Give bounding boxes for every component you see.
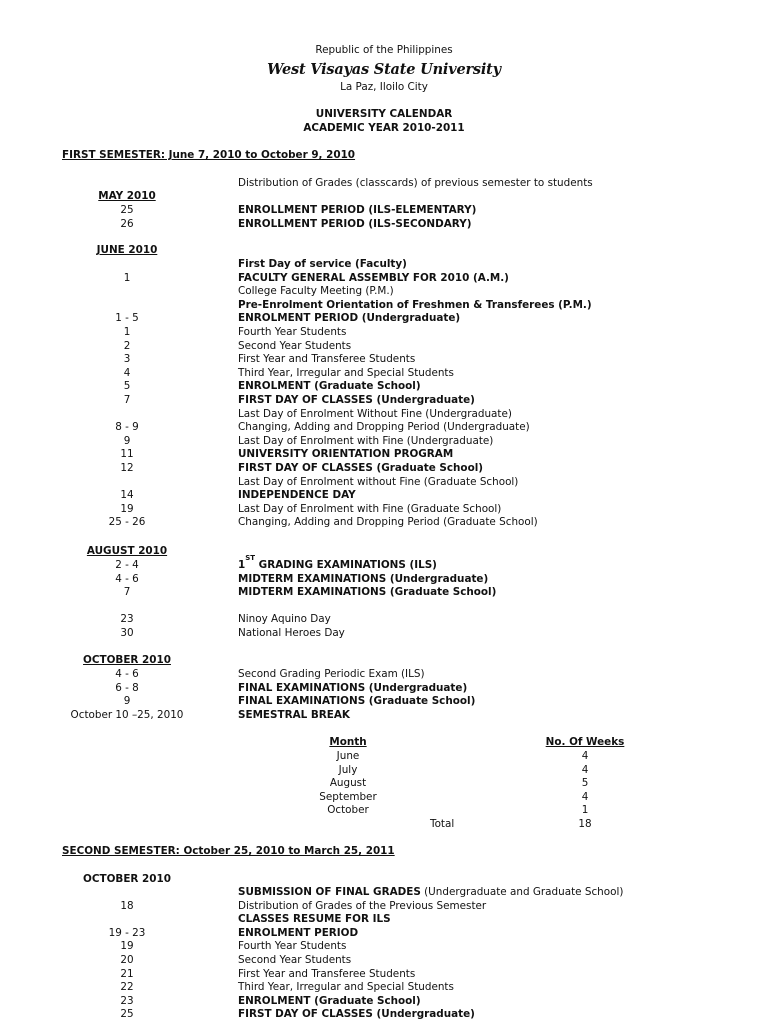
event-text: FINAL EXAMINATIONS (Graduate School) [238, 695, 476, 707]
calendar-event-row [0, 476, 768, 490]
event-date: 5 [123, 380, 131, 392]
event-date: 25 - 26 [108, 516, 146, 528]
event-text: First Day of service (Faculty) [238, 258, 407, 270]
event-description [238, 927, 358, 941]
weeks-table-row [0, 777, 768, 791]
calendar-event-row [0, 954, 768, 968]
weeks-header-row [0, 736, 768, 750]
event-text: Last Day of Enrolment with Fine (Undergraduate) [238, 435, 494, 447]
event-text: FIRST DAY OF CLASSES (Undergraduate) [238, 394, 475, 406]
event-description [238, 476, 518, 490]
event-text: Second Year Students [238, 954, 352, 966]
calendar-event-row [0, 968, 768, 982]
academic-year: ACADEMIC YEAR 2010-2011 [303, 122, 465, 134]
event-date: 4 - 6 [115, 573, 139, 585]
event-date: 19 [120, 940, 134, 952]
event-description [238, 204, 476, 218]
weeks-count: 1 [581, 804, 589, 816]
event-text: Last Day of Enrolment without Fine (Graduate School) [238, 476, 519, 488]
calendar-event-row [0, 613, 768, 627]
event-description [238, 408, 512, 422]
calendar-event-row [0, 272, 768, 286]
weeks-count-header: No. Of Weeks [545, 736, 625, 748]
calendar-event-row [0, 709, 768, 723]
event-description [238, 682, 467, 696]
event-date: 23 [120, 995, 134, 1007]
calendar-event-row [0, 421, 768, 435]
calendar-event-row [0, 981, 768, 995]
weeks-total-row [0, 818, 768, 832]
event-description [238, 394, 475, 408]
weeks-total-label: Total [430, 818, 455, 830]
event-date: 14 [120, 489, 134, 501]
event-date: 20 [120, 954, 134, 966]
calendar-event-row [0, 940, 768, 954]
event-description [238, 312, 460, 326]
event-date: 23 [120, 613, 134, 625]
calendar-event-row [0, 886, 768, 900]
month-october-2010: OCTOBER 2010 [83, 654, 171, 666]
weeks-month: July [338, 764, 358, 776]
event-description [238, 954, 351, 968]
event-description [238, 554, 437, 573]
calendar-event-row [0, 218, 768, 232]
event-date: 25 [120, 204, 134, 216]
event-description [238, 1008, 475, 1022]
event-description [238, 913, 391, 927]
calendar-event-row [0, 408, 768, 422]
event-description [238, 886, 623, 900]
event-description [238, 367, 454, 381]
event-description [238, 627, 345, 641]
event-description [238, 573, 488, 587]
event-text: ENROLLMENT PERIOD (ILS-SECONDARY) [238, 218, 472, 230]
calendar-event-row [0, 340, 768, 354]
event-date: 1 [123, 326, 131, 338]
calendar-event-row [0, 1008, 768, 1022]
intro-text: Distribution of Grades (classcards) of previous semester to students [238, 177, 593, 189]
event-date: 18 [120, 900, 134, 912]
event-text: National Heroes Day [238, 627, 345, 639]
event-description [238, 218, 472, 232]
calendar-event-row [0, 380, 768, 394]
event-description [238, 995, 421, 1009]
weeks-count: 5 [581, 777, 589, 789]
calendar-event-row [0, 448, 768, 462]
calendar-event-row [0, 927, 768, 941]
event-text: Third Year, Irregular and Special Students [238, 367, 454, 379]
event-date: 30 [120, 627, 134, 639]
calendar-event-row [0, 682, 768, 696]
month-october-2010-second: OCTOBER 2010 [83, 873, 171, 885]
event-date: 7 [123, 586, 131, 598]
event-description [238, 516, 538, 530]
event-description [238, 489, 356, 503]
event-date: 2 [123, 340, 131, 352]
event-description [238, 462, 483, 476]
event-text: SUBMISSION OF FINAL GRADES [238, 886, 421, 898]
event-date: 2 - 4 [115, 559, 139, 571]
event-description [238, 981, 454, 995]
weeks-total-value: 18 [578, 818, 592, 830]
calendar-event-row [0, 312, 768, 326]
weeks-count: 4 [581, 750, 589, 762]
event-date: 19 - 23 [108, 927, 146, 939]
event-description [238, 285, 394, 299]
event-description [238, 340, 351, 354]
event-description [238, 435, 493, 449]
event-description [238, 380, 421, 394]
weeks-month-header: Month [329, 736, 367, 748]
event-description [238, 299, 592, 313]
calendar-event-row [0, 995, 768, 1009]
event-text: Last Day of Enrolment Without Fine (Undergraduate) [238, 408, 512, 420]
event-description [238, 258, 407, 272]
event-date: 26 [120, 218, 134, 230]
calendar-event-row [0, 668, 768, 682]
calendar-event-row [0, 627, 768, 641]
calendar-event-row [0, 353, 768, 367]
event-text: SEMESTRAL BREAK [238, 709, 350, 721]
event-date: 8 - 9 [115, 421, 139, 433]
event-date: 19 [120, 503, 134, 515]
event-text: ENROLMENT (Graduate School) [238, 380, 421, 392]
intro-row [0, 177, 768, 191]
event-description [238, 272, 509, 286]
event-description [238, 968, 415, 982]
event-description [238, 448, 453, 462]
event-text: INDEPENDENCE DAY [238, 489, 356, 501]
event-date: 9 [123, 435, 131, 447]
event-text: UNIVERSITY ORIENTATION PROGRAM [238, 448, 454, 460]
republic-line: Republic of the Philippines [315, 44, 453, 56]
event-text: Changing, Adding and Dropping Period (Graduate School) [238, 516, 538, 528]
event-date: 25 [120, 1008, 134, 1020]
location-line: La Paz, Iloilo City [340, 81, 428, 93]
weeks-month: October [327, 804, 369, 816]
second-semester-title: SECOND SEMESTER: October 25, 2010 to March 25, 2011 [62, 845, 395, 857]
weeks-table-row [0, 791, 768, 805]
event-description [238, 503, 501, 517]
event-text: Pre-Enrolment Orientation of Freshmen & Transferees (P.M.) [238, 299, 592, 311]
event-date: 1 - 5 [115, 312, 139, 324]
event-date: 4 [123, 367, 131, 379]
event-text: FINAL EXAMINATIONS (Undergraduate) [238, 682, 468, 694]
event-text: MIDTERM EXAMINATIONS (Graduate School) [238, 586, 497, 598]
weeks-month: June [336, 750, 360, 762]
event-text: MIDTERM EXAMINATIONS (Undergraduate) [238, 573, 489, 585]
event-description [238, 586, 496, 600]
event-description [238, 326, 346, 340]
event-text: ENROLMENT (Graduate School) [238, 995, 421, 1007]
event-date: 21 [120, 968, 134, 980]
event-date: 3 [123, 353, 131, 365]
event-description [238, 940, 346, 954]
event-text: Fourth Year Students [238, 326, 347, 338]
calendar-event-row [0, 462, 768, 476]
calendar-event-row [0, 503, 768, 517]
event-date: October 10 –25, 2010 [70, 709, 184, 721]
calendar-event-row [0, 554, 768, 573]
weeks-month: August [329, 777, 367, 789]
month-june-2010: JUNE 2010 [96, 244, 158, 256]
event-text: Last Day of Enrolment with Fine (Graduate School) [238, 503, 502, 515]
event-text: FACULTY GENERAL ASSEMBLY FOR 2010 (A.M.) [238, 272, 509, 284]
calendar-event-row [0, 326, 768, 340]
university-name: West Visayas State University [267, 61, 501, 78]
event-text: Distribution of Grades of the Previous Semester [238, 900, 487, 912]
calendar-event-row [0, 913, 768, 927]
event-text: First Year and Transferee Students [238, 968, 416, 980]
event-text: First Year and Transferee Students [238, 353, 416, 365]
event-text: Ninoy Aquino Day [238, 613, 331, 625]
event-description [238, 421, 530, 435]
weeks-table-row [0, 804, 768, 818]
calendar-title: UNIVERSITY CALENDAR [315, 108, 453, 120]
calendar-event-row [0, 435, 768, 449]
event-description [238, 668, 425, 682]
calendar-event-row [0, 586, 768, 600]
event-text: Third Year, Irregular and Special Students [238, 981, 454, 993]
month-august-2010: AUGUST 2010 [86, 545, 168, 557]
event-date: 1 [123, 272, 131, 284]
event-date: 12 [120, 462, 134, 474]
event-text-suffix: (Undergraduate and Graduate School) [420, 886, 624, 898]
event-text: FIRST DAY OF CLASSES (Undergraduate) [238, 1008, 475, 1020]
calendar-event-row [0, 573, 768, 587]
calendar-event-row [0, 516, 768, 530]
event-text: Second Grading Periodic Exam (ILS) [238, 668, 425, 680]
calendar-event-row [0, 394, 768, 408]
event-description [238, 709, 350, 723]
event-date: 11 [120, 448, 134, 460]
event-text: CLASSES RESUME FOR ILS [238, 913, 391, 925]
event-description [238, 900, 486, 914]
calendar-event-row [0, 204, 768, 218]
calendar-event-row [0, 489, 768, 503]
event-text: College Faculty Meeting (P.M.) [238, 285, 394, 297]
event-text: FIRST DAY OF CLASSES (Graduate School) [238, 462, 484, 474]
calendar-event-row [0, 695, 768, 709]
month-may-2010: MAY 2010 [98, 190, 156, 202]
calendar-event-row [0, 900, 768, 914]
event-text: Fourth Year Students [238, 940, 347, 952]
weeks-count: 4 [581, 764, 589, 776]
event-ordinal: 1 [238, 559, 246, 571]
event-ordinal-suffix: ST [245, 554, 256, 562]
event-date: 4 - 6 [115, 668, 139, 680]
weeks-table-row [0, 750, 768, 764]
event-text: Second Year Students [238, 340, 352, 352]
weeks-month: September [319, 791, 377, 803]
event-text: ENROLLMENT PERIOD (ILS-ELEMENTARY) [238, 204, 477, 216]
event-description [238, 613, 331, 627]
calendar-event-row [0, 367, 768, 381]
weeks-count: 4 [581, 791, 589, 803]
event-text: Changing, Adding and Dropping Period (Undergraduate) [238, 421, 530, 433]
event-text: GRADING EXAMINATIONS (ILS) [255, 559, 437, 571]
event-text: ENROLMENT PERIOD [238, 927, 359, 939]
calendar-event-row [0, 299, 768, 313]
event-date: 22 [120, 981, 134, 993]
weeks-table-row [0, 764, 768, 778]
calendar-event-row [0, 285, 768, 299]
event-description [238, 695, 475, 709]
calendar-event-row [0, 258, 768, 272]
event-date: 9 [123, 695, 131, 707]
event-date: 7 [123, 394, 131, 406]
first-semester-title: FIRST SEMESTER: June 7, 2010 to October 9, 2010 [62, 149, 356, 161]
event-description [238, 353, 415, 367]
event-text: ENROLMENT PERIOD (Undergraduate) [238, 312, 461, 324]
event-date: 6 - 8 [115, 682, 139, 694]
